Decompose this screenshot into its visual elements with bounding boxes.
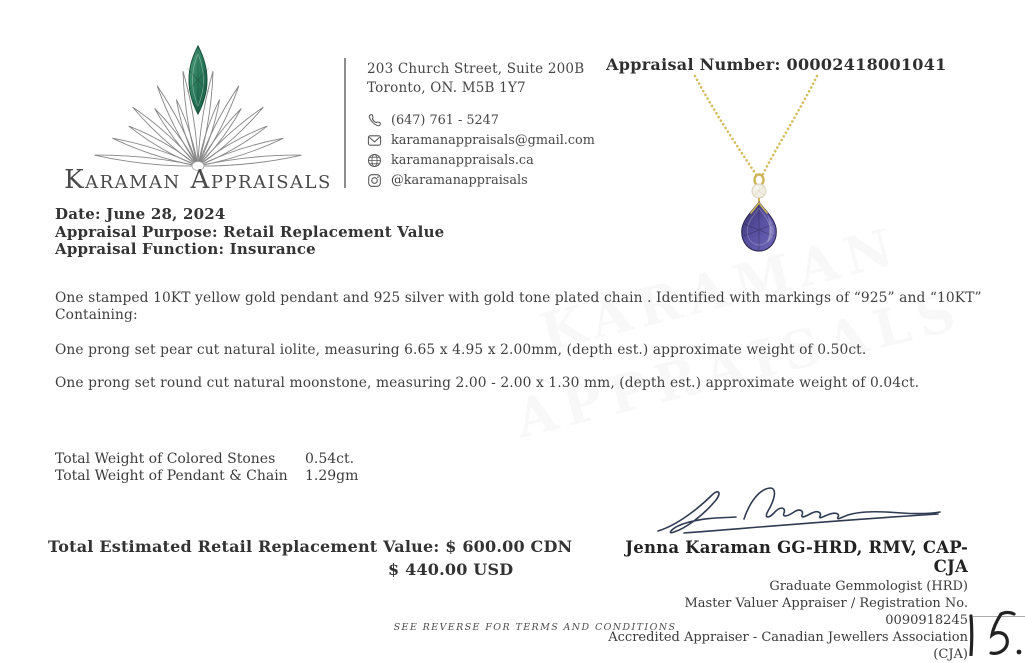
brand-name: Karaman Appraisals (64, 165, 332, 195)
header-divider (344, 58, 346, 188)
valuation-label: Total Estimated Retail Replacement Value: (48, 537, 440, 556)
appraiser-name: Jenna Karaman GG-HRD, RMV, CAP-CJA (625, 538, 968, 576)
chain-left-strand (695, 76, 757, 176)
total-pendant-value: 1.29gm (305, 467, 359, 484)
total-stones-label: Total Weight of Colored Stones (55, 451, 276, 467)
marquise-gem-icon (187, 46, 209, 114)
appraisal-info-block (55, 206, 444, 259)
terms-footer: SEE REVERSE FOR TERMS AND CONDITIONS (393, 622, 677, 633)
appraiser-credential-1: Graduate Gemmologist (HRD) (769, 579, 968, 594)
handwritten-note (955, 602, 1025, 656)
phone-number: (647) 761 - 5247 (391, 112, 499, 128)
email-icon (367, 133, 382, 148)
item-description-line2: Containing: (55, 307, 138, 323)
function-line: Appraisal Function: Insurance (55, 240, 316, 259)
instagram-handle: @karamanappraisals (391, 172, 528, 188)
contact-block (367, 60, 595, 190)
moonstone-accent (752, 184, 766, 198)
valuation-usd-amount: $ 440.00 USD (388, 560, 514, 579)
brand-logo-icon (50, 40, 346, 172)
total-pendant-label: Total Weight of Pendant & Chain (55, 467, 288, 484)
address-line-1: 203 Church Street, Suite 200B (367, 61, 585, 77)
totals-block (55, 451, 358, 484)
total-row-stones (55, 451, 358, 468)
appraiser-block (598, 538, 968, 663)
appraiser-credential-2: Master Valuer Appraiser / Registration No. 0090918245 (684, 596, 968, 628)
stone-description-2: One prong set round cut natural moonstone, measuring 2.00 - 2.00 x 1.30 mm, (depth est.) approximate weight of 0.04ct. (55, 375, 920, 391)
item-description-line1: One stamped 10KT yellow gold pendant and 925 silver with gold tone plated chain . Identified with markings of “925” and “10KT” (55, 290, 982, 306)
purpose-line: Appraisal Purpose: Retail Replacement Value (55, 222, 445, 241)
appraisal-number: Appraisal Number: 00002418001041 (606, 55, 947, 74)
iolite-pendant (742, 202, 777, 251)
date-line: Date: June 28, 2024 (55, 205, 226, 223)
total-row-pendant-chain (55, 468, 358, 485)
jewelry-photo (618, 74, 888, 258)
appraiser-signature (650, 485, 950, 537)
globe-icon (367, 153, 382, 168)
instagram-icon (367, 173, 382, 188)
appraiser-credential-3: Accredited Appraiser - Canadian Jewellers Association (CJA) (608, 630, 968, 662)
phone-icon (367, 113, 382, 128)
contact-row-instagram (367, 170, 595, 190)
website-url: karamanappraisals.ca (391, 152, 534, 168)
valuation-cdn-amount: $ 600.00 CDN (445, 537, 573, 556)
stone-description-1: One prong set pear cut natural iolite, measuring 6.65 x 4.95 x 2.00mm, (depth est.) approximate weight of 0.50ct. (55, 342, 867, 358)
contact-row-phone (367, 110, 595, 130)
total-stones-value: 0.54ct. (305, 451, 355, 467)
email-address: karamanappraisals@gmail.com (391, 132, 595, 148)
contact-row-email (367, 130, 595, 150)
chain-right-strand (762, 76, 817, 176)
address-line-2: Toronto, ON. M5B 1Y7 (367, 80, 526, 96)
contact-row-website (367, 150, 595, 170)
valuation-line-cdn (48, 537, 572, 556)
